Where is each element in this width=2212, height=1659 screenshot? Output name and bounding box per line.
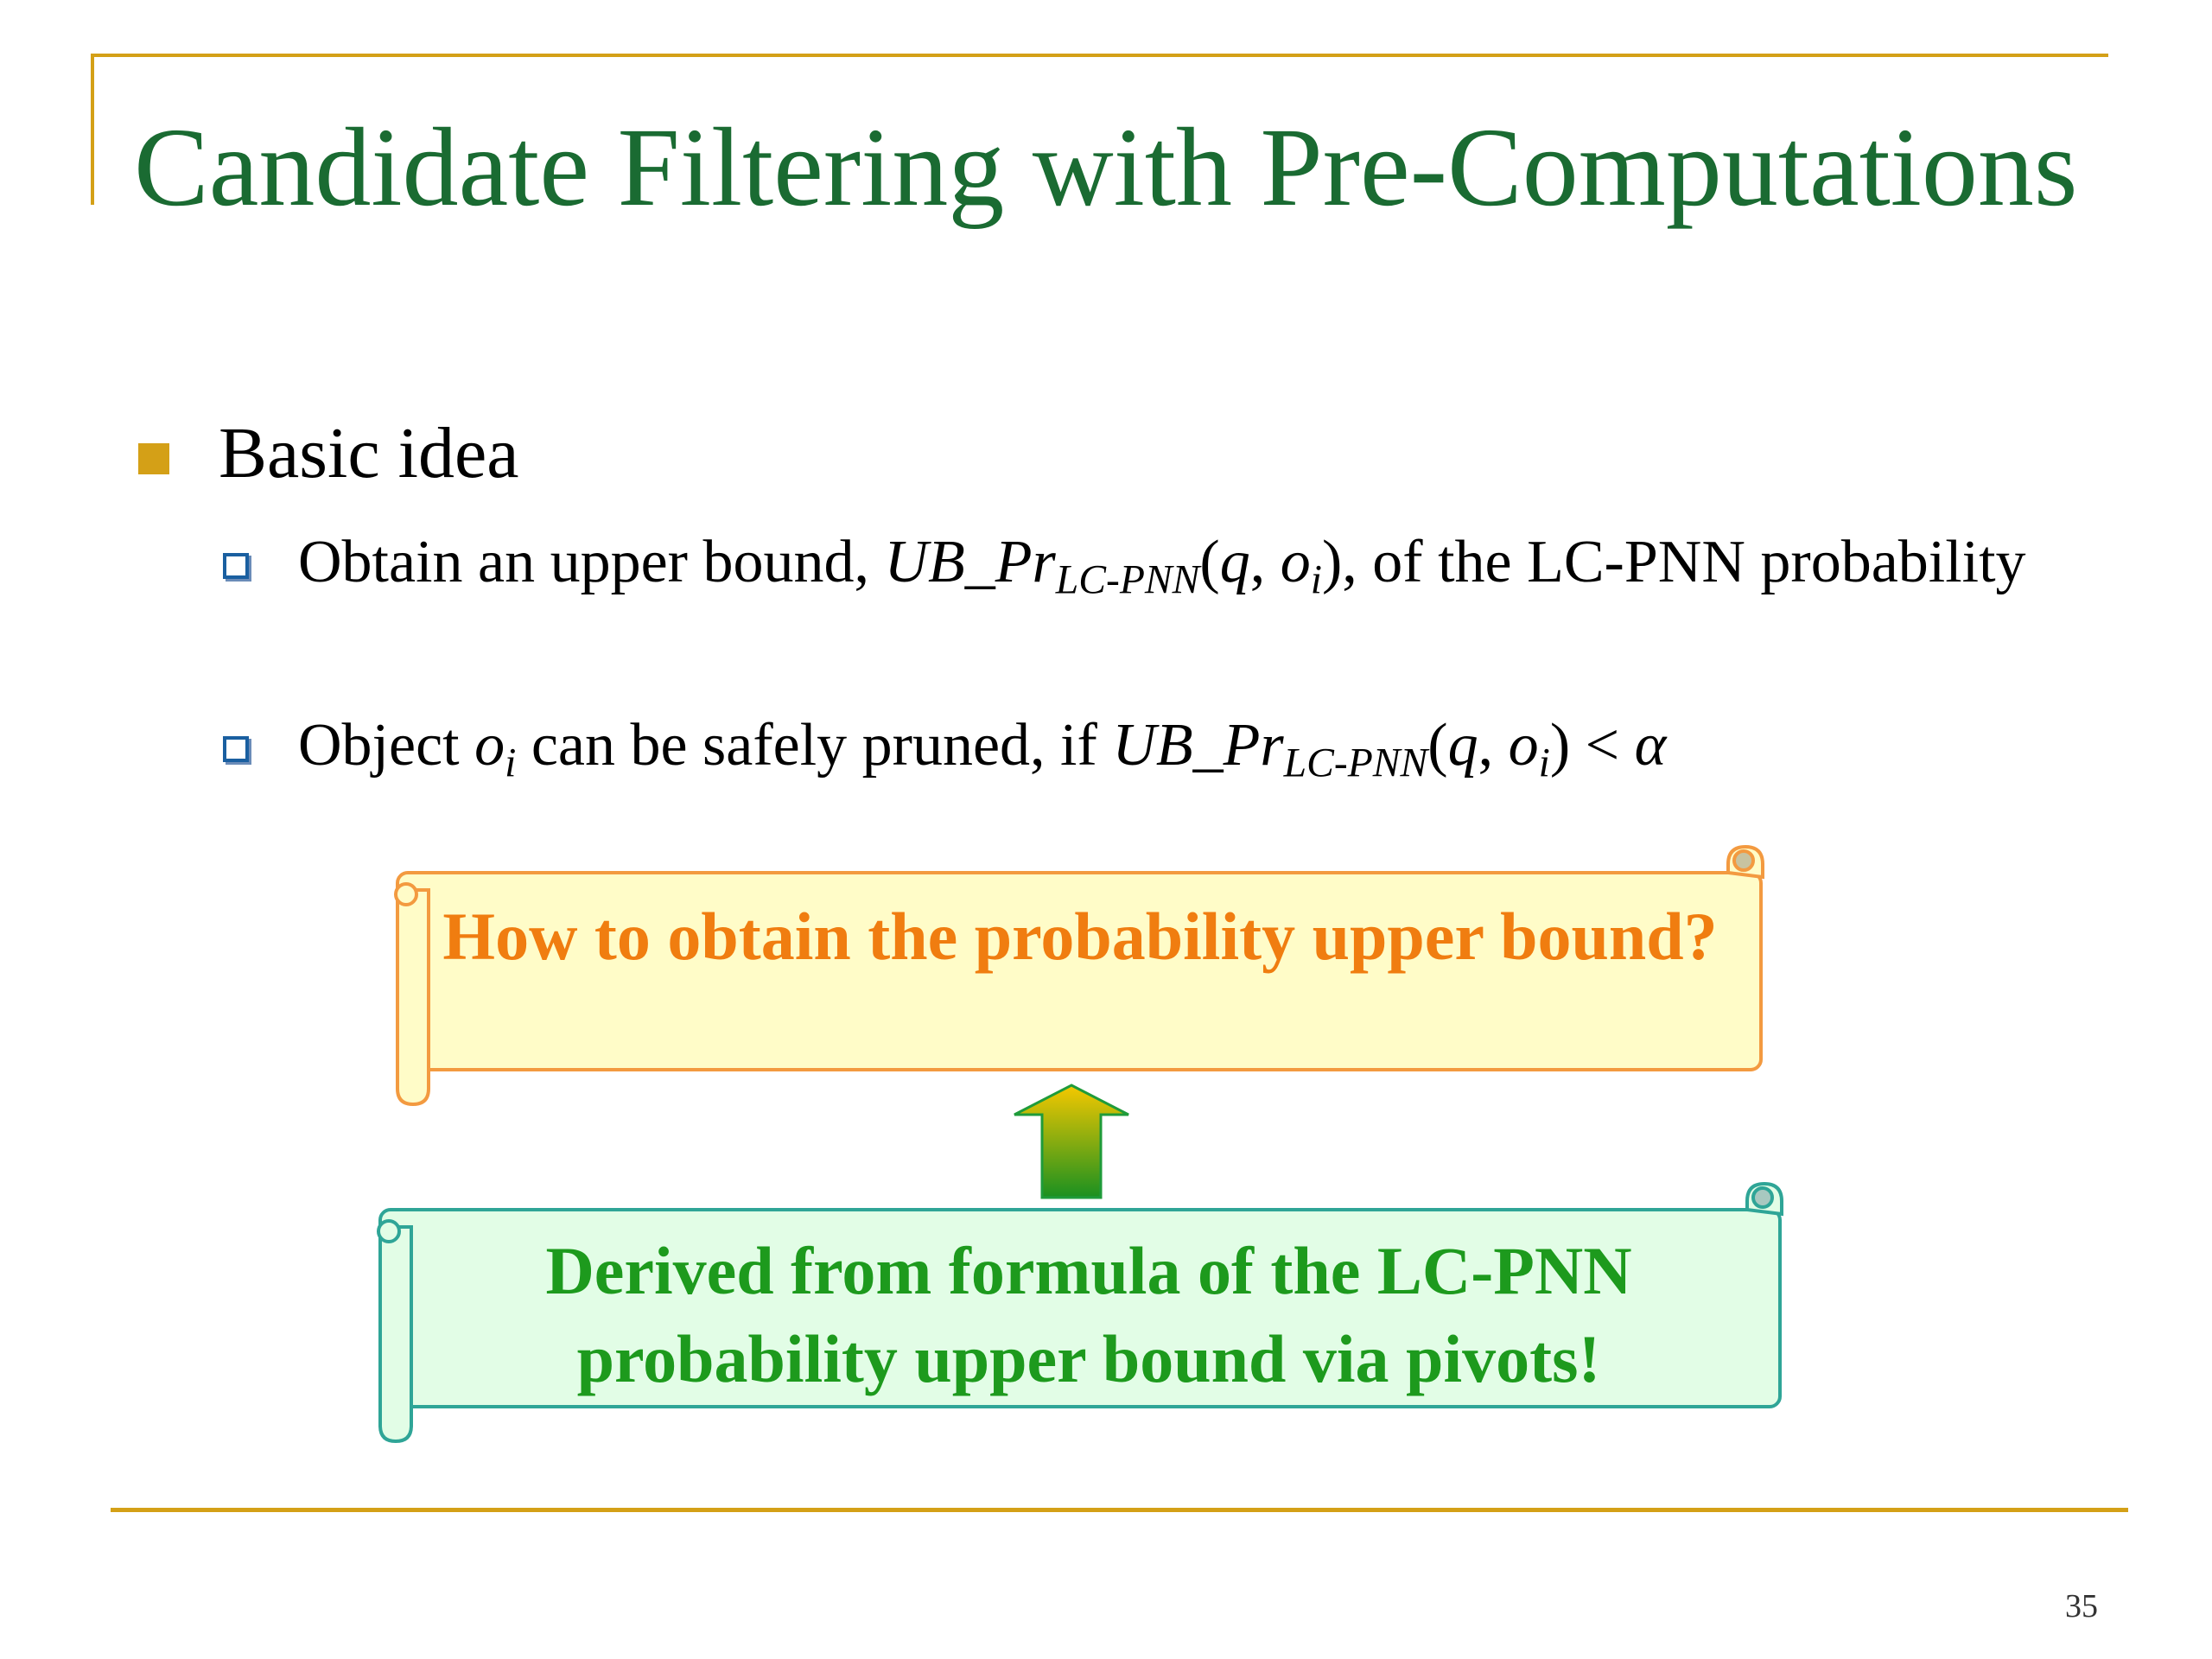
math-paren: ) [1321,529,1343,595]
slide-title: Candidate Filtering with Pre-Computations [134,105,2078,230]
text-run: Obtain an upper bound, [298,529,885,595]
bullet-basic-idea: Basic idea [219,413,519,493]
math-o: o [474,712,505,779]
math-alpha: α [1634,712,1667,779]
math-ub-pr: UB_Pr [884,529,1056,595]
text-run: Object [298,712,475,779]
math-o: o [1508,712,1539,779]
bottom-rule [111,1508,2128,1512]
up-arrow-icon [1014,1085,1128,1198]
math-paren: ( [1427,712,1448,779]
math-comma: , [1478,712,1509,779]
math-paren: ( [1199,529,1220,595]
math-subscript: LC-PNN [1283,741,1428,786]
text-run: , of the LC-PNN probability [1342,529,2026,595]
math-i: i [505,741,517,786]
text-run: can be safely pruned, if [516,712,1113,779]
math-ub-pr: UB_Pr [1112,712,1284,779]
math-o: o [1280,529,1311,595]
scroll-question-text: How to obtain the probability upper bound? [442,899,1718,974]
math-subscript: LC-PNN [1055,557,1200,603]
math-q: q [1447,712,1478,779]
math-i: i [1310,557,1322,603]
math-q: q [1219,529,1250,595]
scroll-answer-text: Derived from formula of the LC-PNN probability upper bound via pivots! [545,1233,1632,1396]
math-i: i [1538,741,1550,786]
math-paren: ) < [1549,712,1635,779]
page-number: 35 [2065,1588,2098,1624]
math-comma: , [1249,529,1281,595]
